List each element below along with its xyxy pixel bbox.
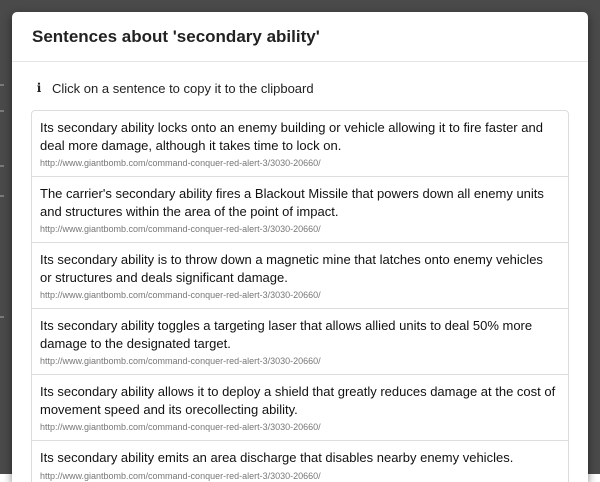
sentence-source: http://www.giantbomb.com/command-conquer-red-alert-3/3030-20660/	[40, 422, 321, 432]
sentence-list	[31, 110, 569, 482]
sentences-modal	[12, 12, 588, 482]
sentence-text: Its secondary ability is to throw down a magnetic mine that latches onto enemy vehicles or structures and deals significant damage.	[40, 252, 543, 285]
sentence-text: The carrier's secondary ability fires a Blackout Missile that powers down all enemy units and structures within the area of the point of impact.	[40, 186, 544, 219]
background-fragment	[0, 195, 4, 197]
background-fragment	[0, 165, 4, 167]
instruction-text: Click on a sentence to copy it to the clipboard	[52, 80, 314, 96]
instruction	[31, 76, 569, 100]
background-fragment	[0, 84, 4, 86]
sentence-text: Its secondary ability allows it to deploy a shield that greatly reduces damage at the cost of movement speed and its orecollecting ability.	[40, 384, 556, 417]
modal-header	[12, 12, 588, 62]
sentence-item[interactable]	[32, 111, 568, 176]
info-icon: i	[36, 81, 42, 95]
sentence-text: Its secondary ability toggles a targeting laser that allows allied units to deal 50% more damage to the designated target.	[40, 318, 533, 351]
sentence-item[interactable]	[32, 176, 568, 242]
background-fragment	[0, 316, 4, 318]
sentence-text: Its secondary ability emits an area discharge that disables nearby enemy vehicles.	[40, 450, 514, 465]
sentence-item[interactable]	[32, 308, 568, 374]
sentence-text: Its secondary ability locks onto an enemy building or vehicle allowing it to fire faster and deal more damage, although it takes time to lock on.	[40, 120, 543, 153]
sentence-item[interactable]	[32, 374, 568, 440]
sentence-item[interactable]	[32, 242, 568, 308]
sentence-source: http://www.giantbomb.com/command-conquer-red-alert-3/3030-20660/	[40, 356, 321, 366]
modal-body	[12, 76, 588, 482]
sentence-source: http://www.giantbomb.com/command-conquer-red-alert-3/3030-20660/	[40, 470, 321, 481]
sentence-item[interactable]	[32, 440, 568, 482]
sentence-source: http://www.giantbomb.com/command-conquer-red-alert-3/3030-20660/	[40, 290, 321, 300]
sentence-source: http://www.giantbomb.com/command-conquer-red-alert-3/3030-20660/	[40, 224, 321, 234]
background-fragment	[0, 110, 4, 112]
modal-title: Sentences about 'secondary ability'	[32, 26, 320, 46]
sentence-source: http://www.giantbomb.com/command-conquer-red-alert-3/3030-20660/	[40, 158, 321, 168]
